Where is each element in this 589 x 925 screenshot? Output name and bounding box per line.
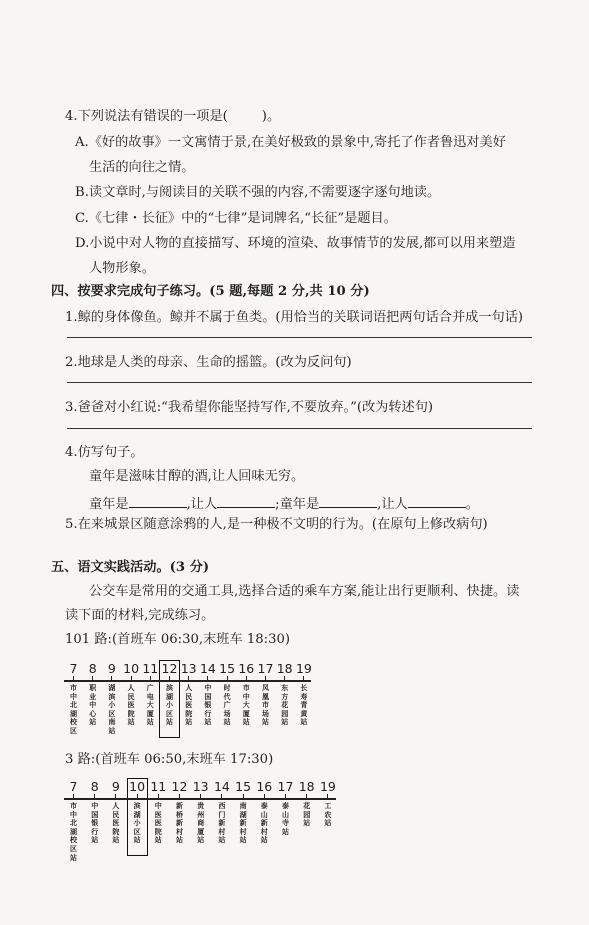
stop-number: 15 [219,661,236,676]
q4-option-a-cont: 生活的向往之情。 [89,160,195,175]
stop-number: 18 [298,779,315,794]
answer-line-2[interactable] [67,382,532,383]
imitation-example: 童年是滋味甘醇的酒,让人回味无穷。 [89,469,305,484]
route-3-stop-13 [191,779,210,845]
q4-option-a: A.《好的故事》一文寓情于景,在美好极致的景象中,寄托了作者鲁迅对美好 [75,135,506,150]
stop-name: 人民医院站 [127,683,135,727]
stop-name: 新桥新村站 [176,801,183,845]
route-101-stop-19 [294,661,313,727]
stop-number: 19 [319,779,336,794]
stop-number: 8 [90,779,99,794]
route-3-stop-16 [255,779,274,845]
route-3-stop-8 [85,779,104,845]
q4-stem: 4.下列说法有错误的一项是( )。 [65,109,281,124]
route-101-stop-18 [275,661,294,727]
stop-number: 16 [256,779,273,794]
stop-name: 中国银行站 [91,801,99,845]
route-101-header: 101 路:(首班车 06:30,末班车 18:30) [65,632,290,647]
stop-name: 南湖新村站 [239,801,247,845]
sentence-2: 2.地球是人类的母亲、生命的摇篮。(改为反问句) [65,355,352,370]
stop-name: 市中大厦站 [242,683,250,727]
stop-name: 泰山新村站 [260,801,268,845]
fill-blank-2[interactable] [217,494,275,508]
imitation-fill: 童年是 ,让人 ;童年是 ,让人 。 [89,494,479,511]
stop-name: 市中北湖校区 [70,683,77,735]
stop-number: 17 [277,779,294,794]
stop-name: 贵州商厦站 [197,801,205,845]
route-101-stop-15 [218,661,237,727]
stop-name: 花园站 [303,801,311,828]
stop-number: 12 [171,779,188,794]
route-3-stop-15 [234,779,253,845]
route-101-stop-8 [83,661,102,727]
stop-name: 湖滨小区南站 [108,683,116,735]
section-5-title: 五、语文实践活动。(3 分) [51,560,210,575]
stop-number: 10 [129,779,146,794]
q4-option-d-cont: 人物形象。 [89,261,155,276]
stop-number: 11 [142,661,159,676]
stop-number: 17 [257,661,274,676]
stop-number: 13 [192,779,209,794]
stop-number: 14 [199,661,216,676]
practice-intro-1: 公交车是常用的交通工具,选择合适的乘车方案,能让出行更顺利、快捷。读 [89,584,520,599]
stop-number: 11 [150,779,167,794]
route-101-stop-9 [102,661,121,736]
sentence-5: 5.在来城景区随意涂鸦的人,是一种极不文明的行为。(在原句上修改病句) [65,517,488,532]
answer-line-3[interactable] [67,428,532,429]
q4-option-d: D.小说中对人物的直接描写、环境的渲染、故事情节的发展,都可以用来塑造 [75,236,516,251]
route-101-stop-7 [64,661,83,736]
route-101-stop-16 [237,661,256,727]
stop-name: 时代广场站 [223,683,231,727]
route-101-stop-13 [179,661,198,727]
stop-name: 中医医院站 [154,801,162,845]
stop-number: 9 [107,661,116,676]
practice-intro-2: 读下面的材料,完成练习。 [65,608,215,623]
stop-number: 13 [180,661,197,676]
sentence-3: 3.爸爸对小红说:“我希望你能坚持写作,不要放弃。”(改为转述句) [65,400,434,415]
route-3-stop-19 [318,779,337,828]
route-3-header: 3 路:(首班车 06:50,末班车 17:30) [65,752,274,767]
sentence-1: 1.鲸的身体像鱼。鲸并不属于鱼类。(用恰当的关联词语把两句话合并成一句话) [65,310,524,325]
route-101-line [64,680,311,682]
stop-name: 西门新村站 [218,801,226,845]
route-3-stop-12 [170,779,189,845]
fill-blank-3[interactable] [319,494,377,508]
stop-name: 工农站 [324,801,332,828]
route-3-stop-18 [297,779,316,828]
sentence-4: 4.仿写句子。 [65,445,144,460]
stop-name: 市中北湖校区站 [70,801,77,862]
stop-name: 职业中心站 [89,683,97,727]
route-3-stop-10 [128,779,147,855]
route-101-stop-17 [256,661,275,727]
route-3-stop-11 [149,779,168,845]
fill-blank-4[interactable] [408,494,466,508]
section-4-title: 四、按要求完成句子练习。(5 题,每题 2 分,共 10 分) [51,284,370,299]
stop-name: 人民医院站 [112,801,120,845]
stop-name: 滨湖小区站 [133,801,141,845]
route-3-line [64,798,336,800]
route-3-stop-14 [212,779,231,845]
stop-number: 18 [276,661,293,676]
stop-number: 16 [238,661,255,676]
q4-option-c: C.《七律・长征》中的“七律”是词牌名,“长征”是题目。 [75,211,397,226]
stop-number: 7 [69,661,78,676]
stop-number: 10 [123,661,140,676]
q4-option-b: B.读文章时,与阅读目的关联不强的内容,不需要逐字逐句地读。 [75,185,441,200]
fill-blank-1[interactable] [129,494,187,508]
stop-name: 东方花园站 [281,683,289,727]
stop-number: 9 [111,779,120,794]
stop-number: 15 [235,779,252,794]
route-3-stop-9 [106,779,125,845]
route-101-stop-10 [122,661,141,727]
stop-number: 7 [69,779,78,794]
route-3-stop-7 [64,779,83,862]
stop-number: 12 [161,661,178,676]
route-3-stop-17 [276,779,295,836]
stop-name: 泰山寺站 [282,801,289,836]
stop-name: 长寿青黄站 [300,683,308,727]
route-101-stop-11 [141,661,160,727]
stop-name: 中国银行站 [204,683,212,727]
stop-number: 14 [213,779,230,794]
stop-number: 8 [88,661,97,676]
stop-number: 19 [295,661,312,676]
stop-name: 广电大厦站 [146,683,154,727]
stop-name: 人民医院站 [185,683,193,727]
stop-name: 滨湖小区站 [166,683,173,727]
route-101-stop-12 [160,661,179,737]
route-101-stop-14 [198,661,217,727]
stop-name: 凤凰市场站 [262,683,269,727]
answer-line-1[interactable] [67,337,532,338]
